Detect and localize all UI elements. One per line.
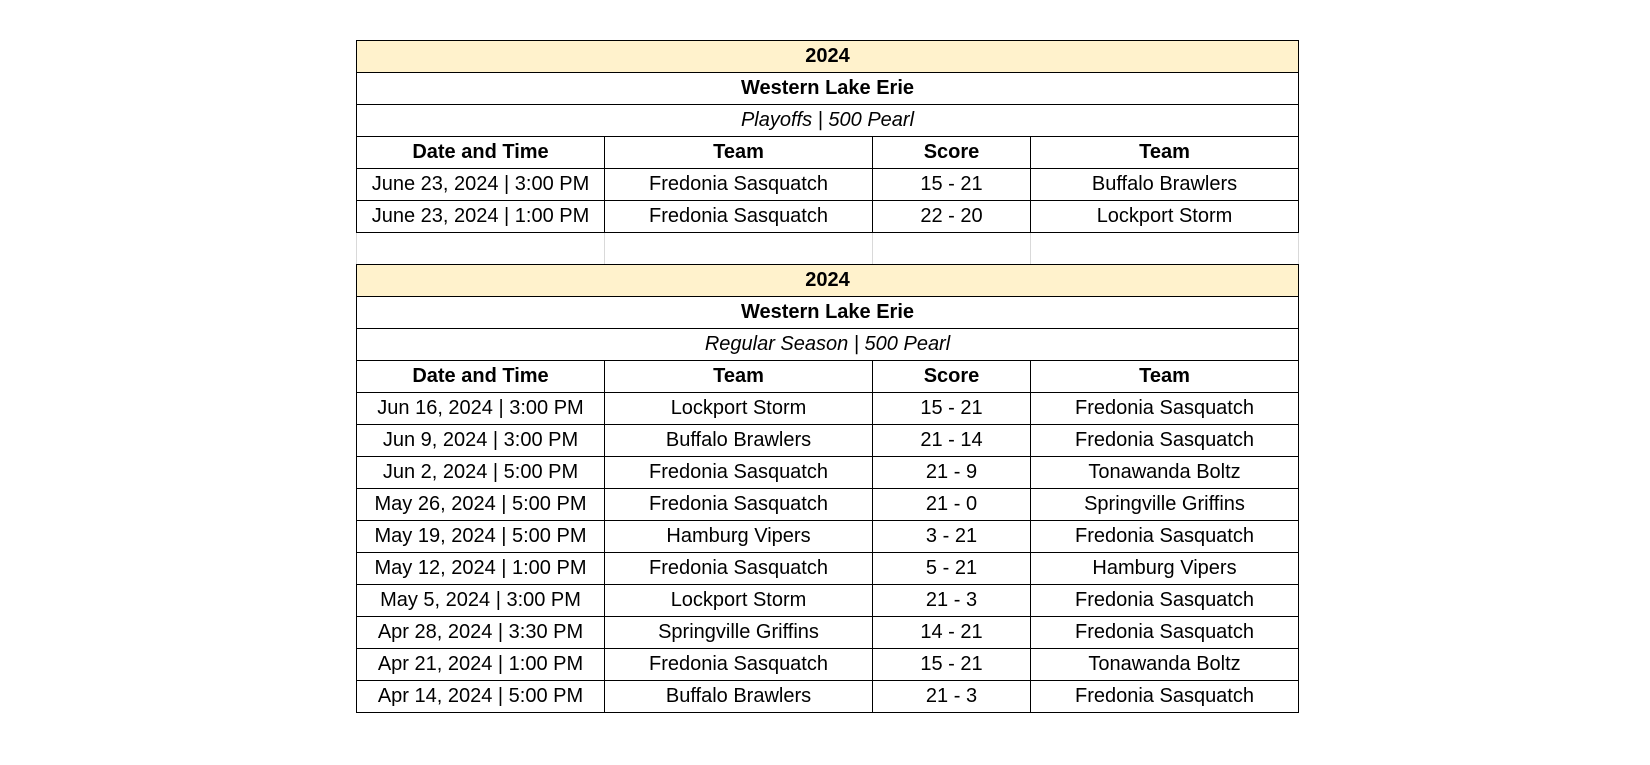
cell-date-time: Jun 9, 2024 | 3:00 PM: [357, 425, 605, 457]
cell-date-time: May 5, 2024 | 3:00 PM: [357, 585, 605, 617]
section-league: Western Lake Erie: [357, 297, 1299, 329]
section-subtitle-row: [357, 105, 1299, 137]
cell-team-home: Buffalo Brawlers: [605, 425, 873, 457]
cell-date-time: May 19, 2024 | 5:00 PM: [357, 521, 605, 553]
table-row: [357, 489, 1299, 521]
cell-score: 21 - 14: [873, 425, 1031, 457]
cell-team-home: Fredonia Sasquatch: [605, 169, 873, 201]
section-league: Western Lake Erie: [357, 73, 1299, 105]
cell-score: 21 - 3: [873, 681, 1031, 713]
cell-date-time: Apr 28, 2024 | 3:30 PM: [357, 617, 605, 649]
spacer-row: [357, 233, 1299, 265]
cell-team-home: Fredonia Sasquatch: [605, 201, 873, 233]
cell-team-away: Tonawanda Boltz: [1031, 457, 1299, 489]
table-row: [357, 585, 1299, 617]
spacer-cell: [357, 233, 605, 265]
section-league-row: [357, 73, 1299, 105]
table-row: [357, 649, 1299, 681]
spacer-cell: [873, 233, 1031, 265]
cell-score: 21 - 0: [873, 489, 1031, 521]
section-year-row: [357, 41, 1299, 73]
table-row: [357, 617, 1299, 649]
header-team-home: Team: [605, 361, 873, 393]
cell-score: 21 - 3: [873, 585, 1031, 617]
section-year: 2024: [357, 265, 1299, 297]
cell-team-home: Springville Griffins: [605, 617, 873, 649]
table-row: [357, 425, 1299, 457]
cell-team-home: Hamburg Vipers: [605, 521, 873, 553]
cell-team-home: Lockport Storm: [605, 585, 873, 617]
cell-team-away: Fredonia Sasquatch: [1031, 585, 1299, 617]
header-score: Score: [873, 361, 1031, 393]
cell-date-time: Apr 14, 2024 | 5:00 PM: [357, 681, 605, 713]
cell-team-home: Fredonia Sasquatch: [605, 553, 873, 585]
section-subtitle-row: [357, 329, 1299, 361]
cell-date-time: May 12, 2024 | 1:00 PM: [357, 553, 605, 585]
spacer-cell: [1031, 233, 1299, 265]
cell-team-home: Buffalo Brawlers: [605, 681, 873, 713]
header-team-away: Team: [1031, 361, 1299, 393]
table-row: [357, 553, 1299, 585]
section-year-row: [357, 265, 1299, 297]
cell-date-time: Jun 2, 2024 | 5:00 PM: [357, 457, 605, 489]
schedule-table: [356, 40, 1299, 713]
header-team-home: Team: [605, 137, 873, 169]
header-date-time: Date and Time: [357, 361, 605, 393]
cell-team-away: Fredonia Sasquatch: [1031, 617, 1299, 649]
cell-date-time: May 26, 2024 | 5:00 PM: [357, 489, 605, 521]
cell-team-home: Fredonia Sasquatch: [605, 489, 873, 521]
cell-score: 15 - 21: [873, 169, 1031, 201]
cell-date-time: June 23, 2024 | 3:00 PM: [357, 169, 605, 201]
section-league-row: [357, 297, 1299, 329]
section-subtitle: Playoffs | 500 Pearl: [357, 105, 1299, 137]
section-subtitle: Regular Season | 500 Pearl: [357, 329, 1299, 361]
cell-score: 21 - 9: [873, 457, 1031, 489]
cell-team-away: Fredonia Sasquatch: [1031, 521, 1299, 553]
table-row: [357, 681, 1299, 713]
cell-team-home: Fredonia Sasquatch: [605, 457, 873, 489]
header-date-time: Date and Time: [357, 137, 605, 169]
cell-score: 15 - 21: [873, 393, 1031, 425]
cell-team-away: Fredonia Sasquatch: [1031, 425, 1299, 457]
cell-score: 22 - 20: [873, 201, 1031, 233]
header-team-away: Team: [1031, 137, 1299, 169]
table-row: [357, 521, 1299, 553]
table-row: [357, 201, 1299, 233]
table-row: [357, 169, 1299, 201]
cell-team-away: Buffalo Brawlers: [1031, 169, 1299, 201]
column-header-row: [357, 137, 1299, 169]
section-year: 2024: [357, 41, 1299, 73]
column-header-row: [357, 361, 1299, 393]
cell-team-away: Fredonia Sasquatch: [1031, 681, 1299, 713]
cell-date-time: June 23, 2024 | 1:00 PM: [357, 201, 605, 233]
cell-score: 5 - 21: [873, 553, 1031, 585]
table-row: [357, 457, 1299, 489]
spacer-cell: [605, 233, 873, 265]
cell-team-away: Tonawanda Boltz: [1031, 649, 1299, 681]
cell-team-away: Springville Griffins: [1031, 489, 1299, 521]
cell-date-time: Apr 21, 2024 | 1:00 PM: [357, 649, 605, 681]
cell-team-home: Lockport Storm: [605, 393, 873, 425]
cell-score: 15 - 21: [873, 649, 1031, 681]
header-score: Score: [873, 137, 1031, 169]
schedule-sheet: [356, 40, 1298, 713]
cell-score: 3 - 21: [873, 521, 1031, 553]
cell-date-time: Jun 16, 2024 | 3:00 PM: [357, 393, 605, 425]
table-row: [357, 393, 1299, 425]
cell-team-away: Fredonia Sasquatch: [1031, 393, 1299, 425]
cell-team-away: Lockport Storm: [1031, 201, 1299, 233]
cell-team-home: Fredonia Sasquatch: [605, 649, 873, 681]
cell-score: 14 - 21: [873, 617, 1031, 649]
cell-team-away: Hamburg Vipers: [1031, 553, 1299, 585]
